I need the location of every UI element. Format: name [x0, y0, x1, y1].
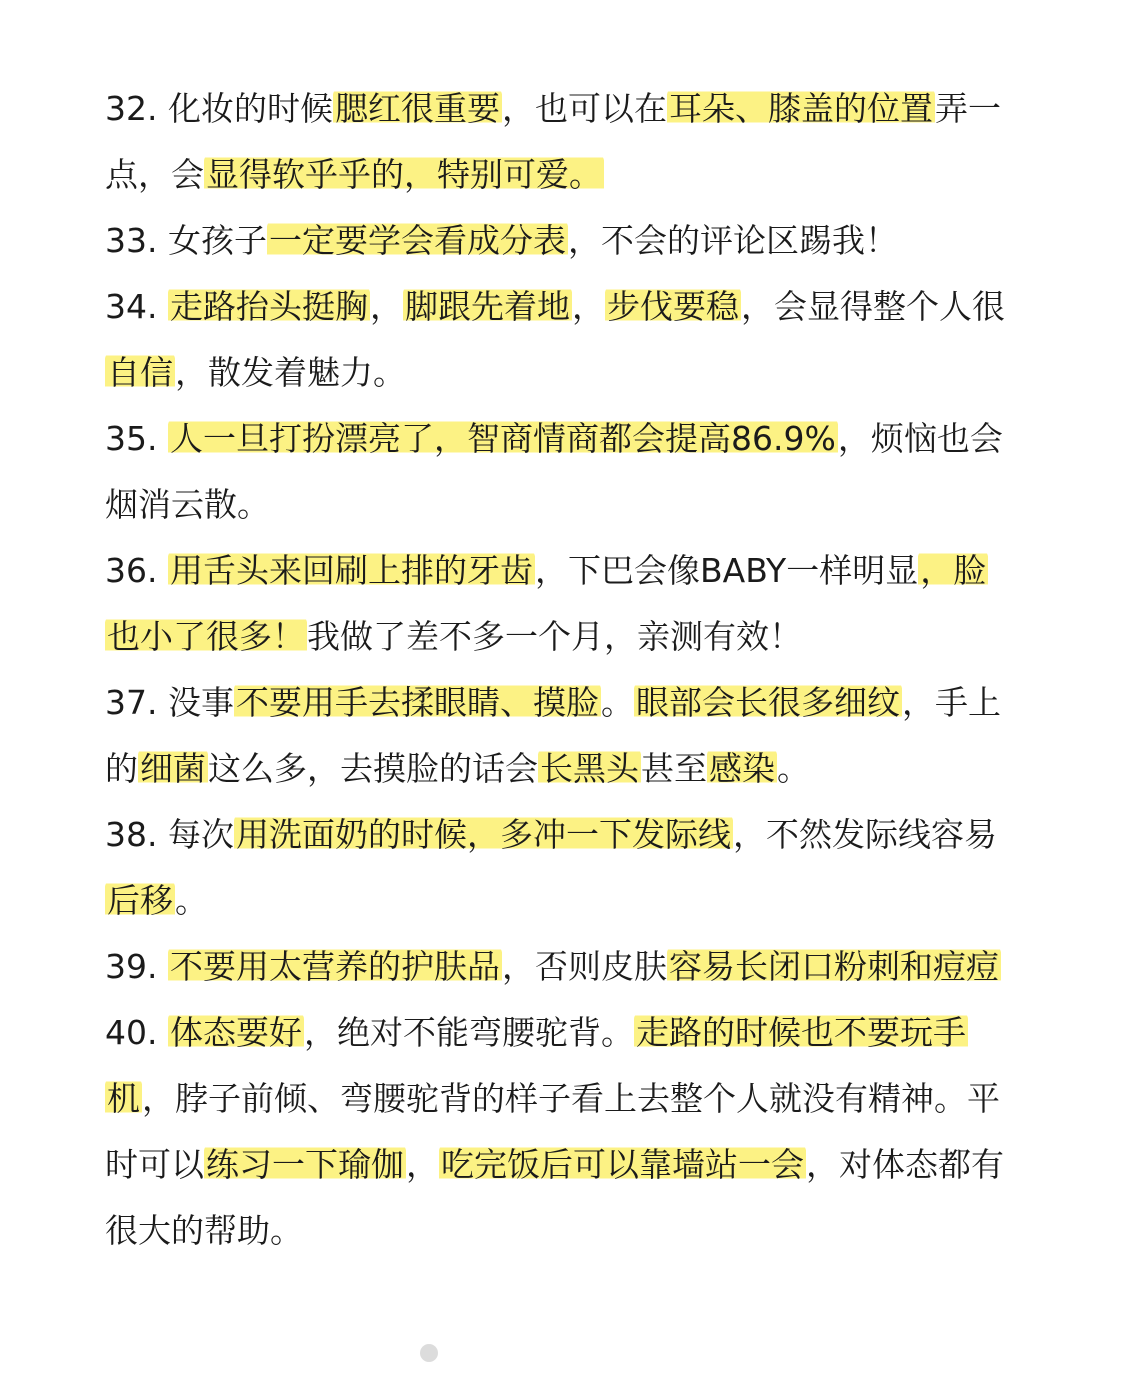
tip-text: ， [571, 287, 605, 326]
tip-text: ，不会的评论区踢我！ [567, 221, 898, 260]
highlighted-text: 细菌 [140, 749, 206, 788]
tip-text: 。 [777, 749, 810, 788]
tip-text: 38. 每次 [105, 815, 234, 854]
highlighted-text: 步伐要稳 [606, 287, 739, 326]
tip-text: 35. [105, 419, 168, 458]
tip-item [105, 670, 1005, 802]
highlighted-text: 不要用太营养的护肤品 [169, 947, 500, 986]
highlighted-text: 体态要好 [169, 1013, 302, 1052]
watermark-logo-icon [420, 1344, 438, 1362]
tip-text: ，脖子前倾、弯腰驼背的样子看上去整个人就没有精神。平时可以 [105, 1079, 1000, 1184]
tip-text: ， [406, 1145, 439, 1184]
tip-text: 39. [105, 947, 168, 986]
highlighted-text: 耳朵、膝盖的位置 [668, 89, 933, 128]
watermark [420, 1338, 705, 1368]
tip-text: ，散发着魅力。 [175, 353, 406, 392]
tip-text: 33. 女孩子 [105, 221, 267, 260]
tip-item [105, 406, 1005, 538]
tip-item [105, 934, 1005, 1000]
highlighted-text: 吃完饭后可以靠墙站一会 [441, 1145, 804, 1184]
highlighted-text: 一定要学会看成分表 [268, 221, 566, 260]
tip-text: ，下巴会像BABY一样明显 [534, 551, 919, 590]
highlighted-text: 感染 [709, 749, 775, 788]
highlighted-text: 容易长闭口粉刺和痘痘 [668, 947, 999, 986]
highlighted-text: 走路的时候也不要玩手机 [107, 1013, 966, 1118]
tip-text: ，也可以在 [501, 89, 667, 128]
tip-text: ，会显得整个人很 [740, 287, 1005, 326]
highlighted-text: 后移 [107, 881, 173, 920]
highlighted-text: 脚跟先着地 [404, 287, 570, 326]
highlighted-text: 用舌头来回刷上排的牙齿 [169, 551, 533, 590]
tip-text: 40. [105, 1013, 168, 1052]
tip-text: 我做了差不多一个月，亲测有效！ [307, 617, 802, 656]
highlighted-text: 人一旦打扮漂亮了，智商情商都会提高86.9% [169, 419, 836, 458]
highlighted-text: 走路抬头挺胸 [169, 287, 368, 326]
highlighted-text: 眼部会长很多细纹 [635, 683, 900, 722]
tip-text: ， [369, 287, 403, 326]
tip-text: 34. [105, 287, 168, 326]
highlighted-text: 长黑头 [540, 749, 639, 788]
tip-text: 甚至 [641, 749, 707, 788]
tip-text: 这么多，去摸脸的话会 [208, 749, 538, 788]
tip-text: 。 [175, 881, 208, 920]
tip-item [105, 208, 1005, 274]
tip-text: ，烦恼也会烟消云散。 [105, 419, 1003, 524]
tip-text: 。 [600, 683, 634, 722]
tip-text: ，手上的 [105, 683, 1001, 788]
tip-text: 32. 化妆的时候 [105, 89, 333, 128]
tip-item [105, 538, 1005, 670]
tip-item [105, 802, 1005, 934]
tip-text: ，否则皮肤 [501, 947, 667, 986]
tip-item [105, 76, 1005, 208]
highlighted-text: 用洗面奶的时候，多冲一下发际线 [235, 815, 731, 854]
tip-text: 弄一点，会 [105, 89, 1001, 194]
highlighted-text: 显得软乎乎的，特别可爱。 [206, 155, 602, 194]
highlighted-text: 腮红很重要 [334, 89, 500, 128]
tips-list [105, 76, 1005, 1264]
highlighted-text: 不要用手去揉眼睛、摸脸 [235, 683, 599, 722]
highlighted-text: 自信 [107, 353, 173, 392]
tip-item [105, 1000, 1005, 1264]
tip-text: 36. [105, 551, 168, 590]
tip-text: 37. 没事 [105, 683, 234, 722]
tip-text: ，绝对不能弯腰驼背。 [303, 1013, 634, 1052]
tip-text: ，不然发际线容易 [732, 815, 997, 854]
highlighted-text: 练习一下瑜伽 [206, 1145, 404, 1184]
tip-item [105, 274, 1005, 406]
tip-text: ，对体态都有很大的帮助。 [105, 1145, 1004, 1250]
highlighted-text: ，脸也小了很多！ [107, 551, 987, 656]
